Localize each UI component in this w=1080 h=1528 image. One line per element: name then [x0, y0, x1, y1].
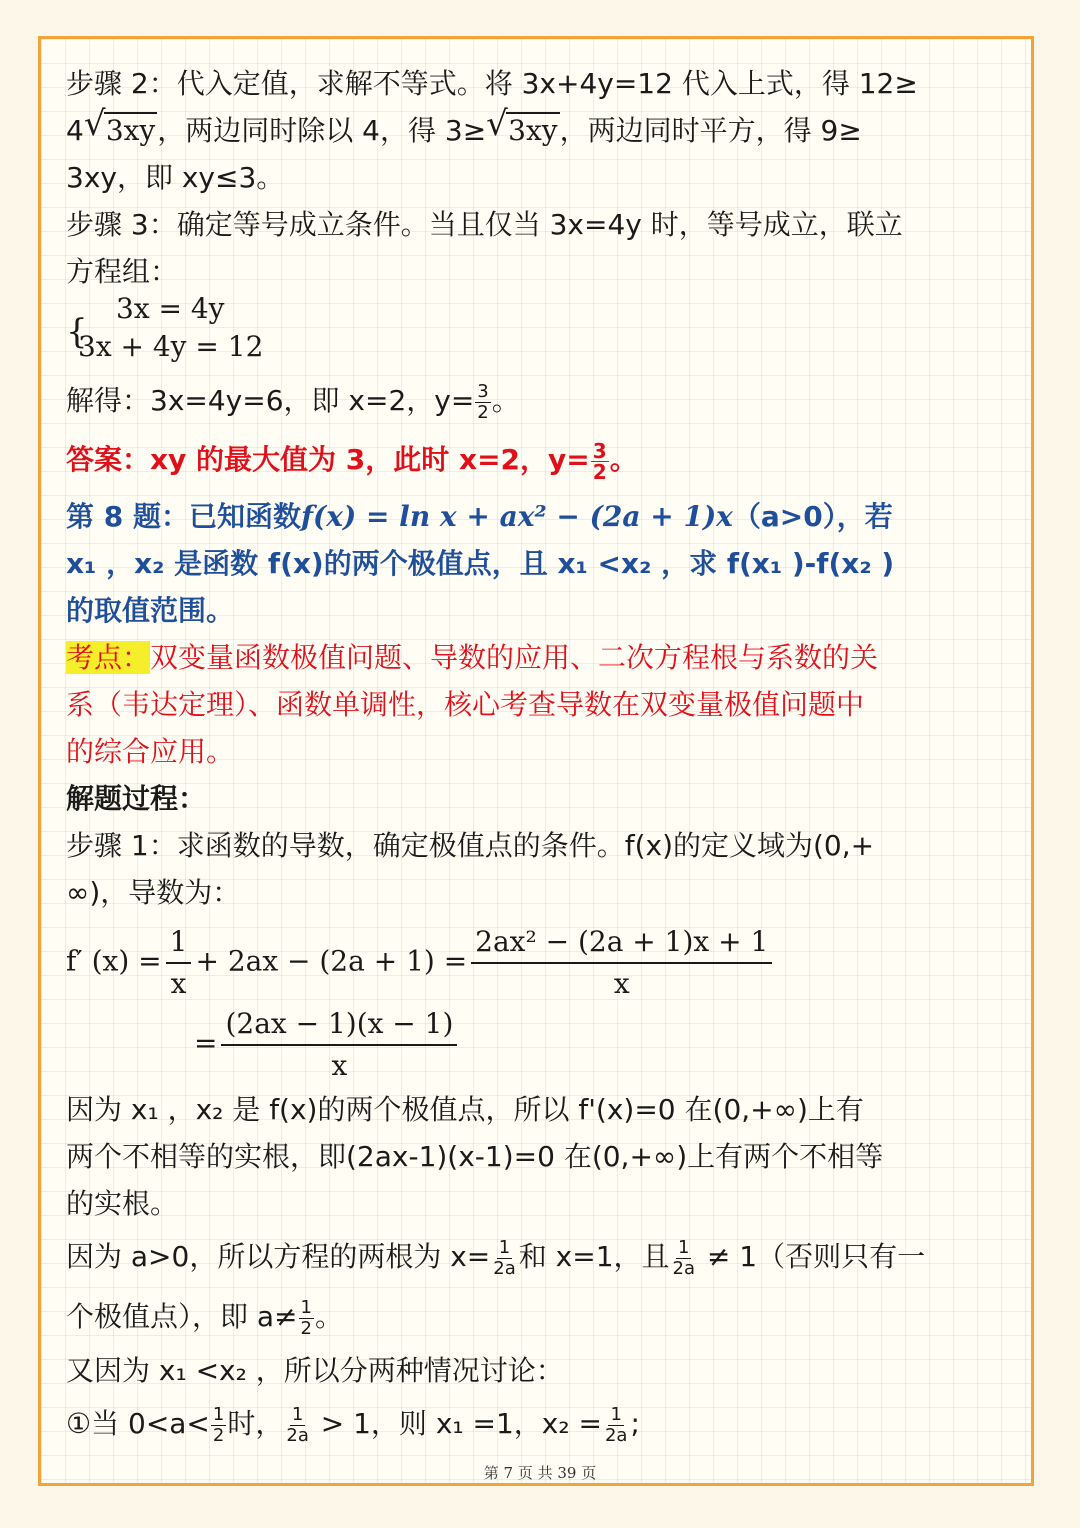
step1-line2 — [66, 869, 1016, 916]
text: 又因为 x₁ <x₂ ，所以分两种情况讨论： — [66, 1354, 564, 1387]
para-line4 — [66, 1227, 1016, 1287]
kaodian-label: 考点： — [66, 641, 151, 674]
text: 因为 a>0，所以方程的两根为 x= — [66, 1240, 491, 1273]
kaodian-line1 — [66, 634, 1016, 681]
radicand: 3xy — [105, 114, 156, 147]
text: 系（韦达定理）、函数单调性，核心考查导数在双变量极值问题中 — [66, 688, 865, 721]
step1-line1 — [66, 822, 1016, 869]
text: 的实根。 — [66, 1187, 179, 1220]
text: + 2ax − (2a + 1) = — [195, 944, 468, 978]
para-line7 — [66, 1394, 1016, 1454]
equation-1: 3x = 4y — [116, 292, 225, 325]
text: 。 — [314, 1300, 343, 1333]
fraction-quadratic — [471, 922, 772, 1004]
fraction-1-x — [166, 922, 192, 1004]
text: 的综合应用。 — [66, 735, 235, 768]
fraction-3-2 — [475, 382, 490, 423]
sqrt-3xy — [84, 107, 157, 154]
denominator: x — [331, 1049, 348, 1082]
text: 。 — [609, 443, 638, 476]
solution-heading — [66, 775, 1016, 822]
text: ∞)，导数为： — [66, 876, 241, 909]
step2-line1 — [66, 60, 1016, 107]
denominator: 2 — [212, 1424, 225, 1446]
equation-system — [66, 292, 1016, 375]
fraction-1-2 — [299, 1298, 314, 1339]
page-content — [66, 60, 1016, 1454]
numerator: (2ax − 1)(x − 1) — [221, 1004, 457, 1046]
text: 答案：xy 的最大值为 3，此时 x=2，y= — [66, 443, 590, 476]
text: 两个不相等的实根，即(2ax-1)(x-1)=0 在(0,+∞)上有两个不相等 — [66, 1140, 884, 1173]
denominator: 2 — [477, 401, 489, 423]
text: > 1，则 x₁ =1，x₂ = — [311, 1407, 602, 1440]
para-line1 — [66, 1086, 1016, 1133]
text: x₁ ，x₂ 是函数 f(x)的两个极值点，且 x₁ <x₂ ，求 f(x₁ )-f(x₂ ) — [66, 547, 895, 580]
numerator: 1 — [610, 1403, 622, 1425]
numerator: 3 — [477, 380, 489, 402]
text: 和 x=1，且 — [518, 1240, 670, 1273]
text: 双变量函数极值问题、导数的应用、二次方程根与系数的关 — [150, 641, 879, 674]
equals: = — [194, 1026, 218, 1060]
denominator: 2a — [672, 1257, 695, 1279]
numerator: 1 — [166, 922, 192, 964]
derivative-equation — [66, 922, 1016, 1004]
fraction-1-2 — [211, 1405, 226, 1446]
text: 解得：3x=4y=6，即 x=2，y= — [66, 384, 475, 417]
text: 步骤 3：确定等号成立条件。当且仅当 3x=4y 时，等号成立，联立 — [66, 208, 903, 241]
derivative-lhs: f′ (x) = — [66, 944, 162, 978]
radicand: 3xy — [508, 114, 558, 147]
numerator: 1 — [300, 1296, 312, 1318]
question8-line2 — [66, 540, 1016, 587]
step3-line2 — [66, 248, 1016, 295]
denominator: x — [613, 967, 630, 1000]
numerator: 1 — [212, 1403, 225, 1425]
text: （a>0），若 — [732, 500, 893, 533]
denominator: 2a — [493, 1257, 516, 1279]
text: ，两边同时除以 4，得 3≥ — [157, 114, 487, 147]
numerator: 1 — [291, 1403, 304, 1425]
solution-line — [66, 375, 1016, 427]
para-line6 — [66, 1347, 1016, 1394]
text: 因为 x₁ ，x₂ 是 f(x)的两个极值点，所以 f'(x)=0 在(0,+∞)上有 — [66, 1093, 864, 1126]
equation-2: 3x + 4y = 12 — [78, 330, 264, 363]
kaodian-line3 — [66, 728, 1016, 775]
denominator: x — [170, 967, 187, 1000]
denominator: 2a — [286, 1424, 309, 1446]
denominator: 2 — [592, 459, 607, 484]
para-line5 — [66, 1287, 1016, 1347]
text: ; — [630, 1407, 640, 1440]
text: 步骤 2：代入定值，求解不等式。将 3x+4y=12 代入上式，得 12≥ — [66, 67, 918, 100]
fraction-1-2a — [284, 1405, 310, 1446]
denominator: 2 — [300, 1317, 312, 1339]
text: 个极值点），即 a≠ — [66, 1300, 298, 1333]
text: ，两边同时平方，得 9≥ — [559, 114, 862, 147]
question8-line1 — [66, 493, 1016, 540]
sqrt-3xy-2 — [486, 107, 559, 154]
kaodian-line2 — [66, 681, 1016, 728]
text: 3xy，即 xy≤3。 — [66, 161, 285, 194]
text: 步骤 1：求函数的导数，确定极值点的条件。f(x)的定义域为(0,+ — [66, 829, 875, 862]
step3-line1 — [66, 201, 1016, 248]
fraction-1-2a — [671, 1238, 697, 1279]
text: 方程组： — [66, 255, 179, 288]
para-line2 — [66, 1133, 1016, 1180]
step2-line2 — [66, 107, 1016, 154]
fraction-3-2 — [591, 438, 609, 484]
text: 。 — [491, 384, 520, 417]
numerator: 2ax² − (2a + 1)x + 1 — [471, 922, 772, 964]
text: ≠ 1（否则只有一 — [698, 1240, 926, 1273]
text: 时， — [227, 1407, 284, 1440]
function-formula: f(x) = ln x + ax² − (2a + 1)x — [300, 500, 733, 533]
text: 4 — [66, 114, 84, 147]
step2-line3 — [66, 154, 1016, 201]
fraction-1-2a — [603, 1405, 629, 1446]
brace: { — [66, 312, 88, 352]
numerator: 1 — [498, 1236, 511, 1258]
fraction-factored — [221, 1004, 457, 1086]
denominator: 2a — [604, 1424, 628, 1446]
fraction-1-2a — [491, 1238, 517, 1279]
page-footer: 第 7 页 共 39 页 — [483, 1464, 597, 1482]
para-line3 — [66, 1180, 1016, 1227]
text: 的取值范围。 — [66, 594, 235, 627]
numerator: 3 — [592, 438, 607, 463]
answer-line — [66, 427, 1016, 493]
text: 第 8 题：已知函数 — [66, 500, 301, 533]
numerator: 1 — [678, 1236, 690, 1258]
derivative-factored — [66, 1004, 1016, 1086]
text: 解题过程： — [66, 782, 207, 815]
question8-line3 — [66, 587, 1016, 634]
text: ①当 0<a< — [66, 1407, 210, 1440]
